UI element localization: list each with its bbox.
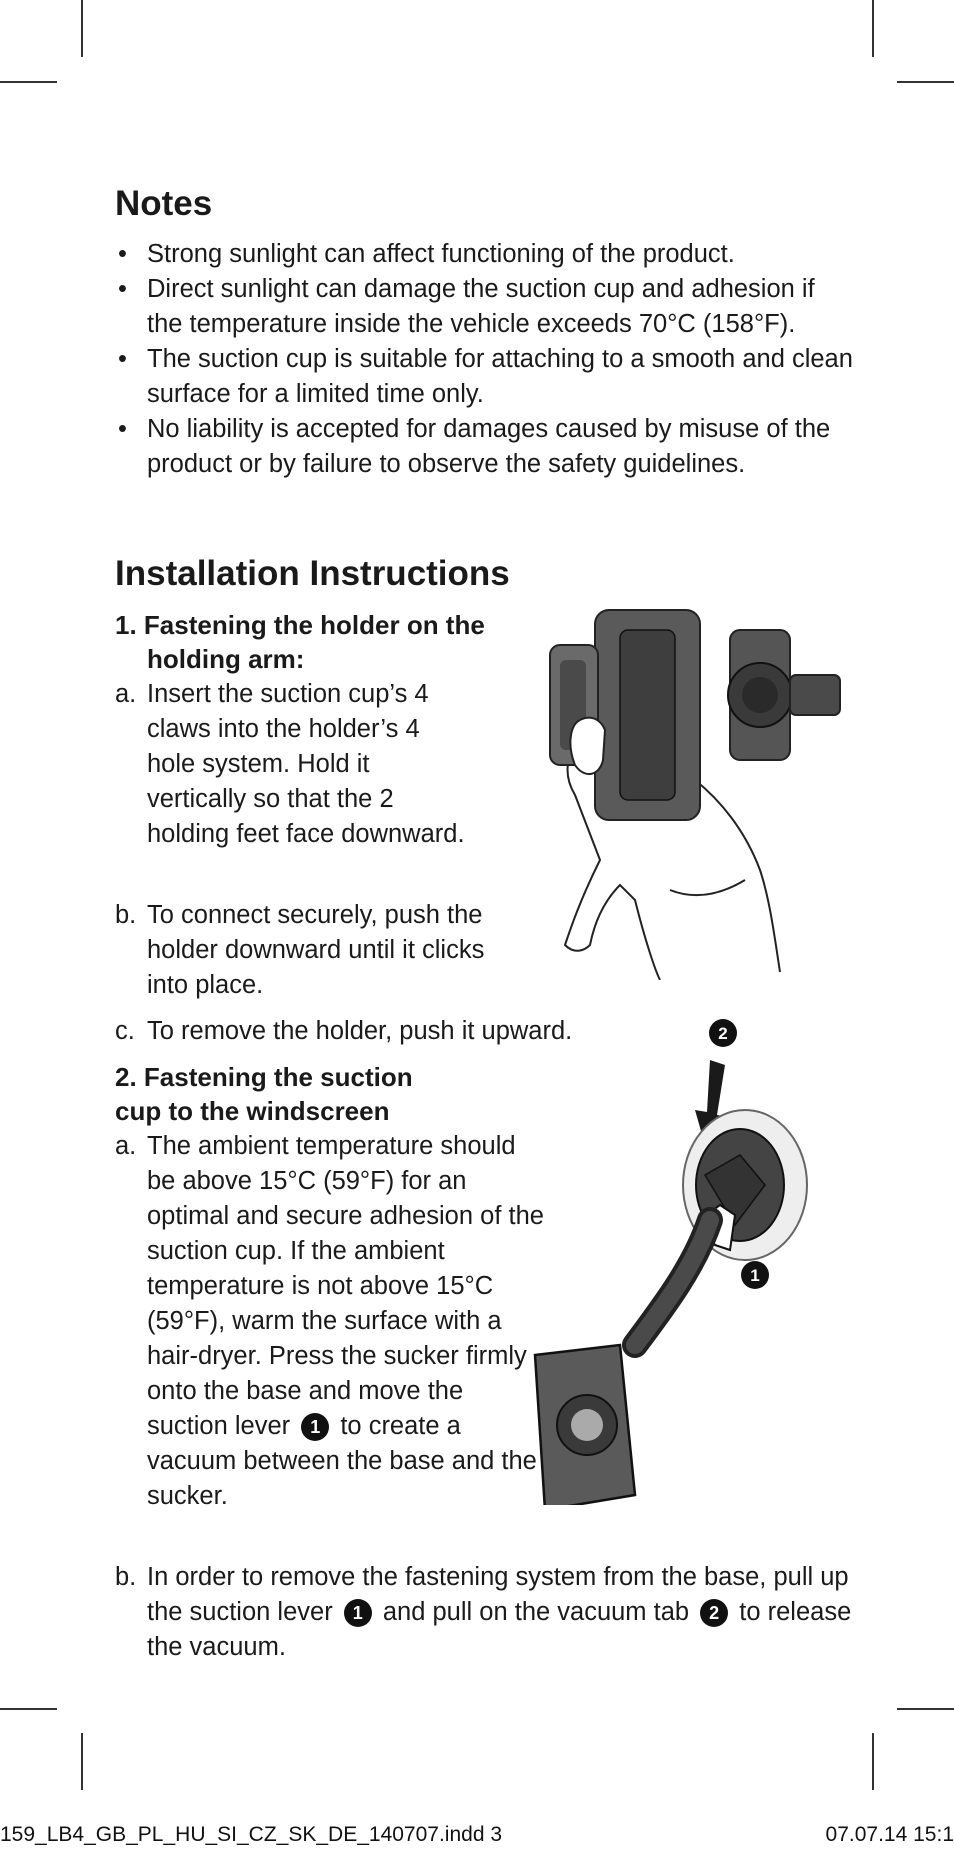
step2-item-b — [115, 1560, 867, 1665]
step1-heading-line2: holding arm: — [147, 644, 305, 674]
item-label: a. — [115, 1132, 137, 1160]
lever-number-badge: 1 — [301, 1413, 329, 1441]
installation-title: Installation Instructions — [115, 554, 510, 593]
notes-list — [115, 237, 855, 482]
crop-mark — [0, 1708, 57, 1710]
item-label: b. — [115, 901, 137, 929]
step2-heading — [115, 1060, 413, 1128]
crop-mark — [897, 1708, 954, 1710]
list-item: • Direct sunlight can damage the suction cup and adhesion if the temperature inside the vehicle exceeds 70°C (158°F). — [115, 272, 855, 342]
step1-item-a — [115, 677, 467, 852]
footer-date: 07.07.14 15:1 — [825, 1823, 954, 1846]
callout-2-label: 2 — [718, 1024, 728, 1043]
crop-mark — [872, 1733, 874, 1790]
step2-heading-line2: cup to the windscreen — [115, 1096, 390, 1126]
item-text: In order to remove the fastening system from the base, pull up the suction lever — [147, 1563, 849, 1626]
notes-title: Notes — [115, 184, 213, 223]
hand-fingers — [670, 880, 745, 895]
lever-number-badge: 1 — [344, 1599, 372, 1627]
crop-mark — [872, 0, 874, 57]
holder-panel — [620, 630, 675, 800]
mount-arm — [790, 675, 840, 715]
suction-arm-illustration — [525, 1005, 855, 1505]
crop-mark — [81, 0, 83, 57]
item-text: and pull on the vacuum tab — [382, 1598, 690, 1626]
thumb-outline — [570, 718, 605, 774]
item-label: c. — [115, 1017, 135, 1045]
item-text: to release the vacuum. — [147, 1598, 852, 1661]
item-text: To connect securely, push the holder downward until it clicks into place. — [147, 901, 485, 999]
crop-mark — [81, 1733, 83, 1790]
step1-item-b — [115, 898, 527, 1003]
item-label: a. — [115, 680, 137, 708]
list-item: • No liability is accepted for damages caused by misuse of the product or by failure to observe the safety guidelines. — [115, 412, 855, 482]
step2-item-a — [115, 1129, 547, 1514]
footer-filename: 159_LB4_GB_PL_HU_SI_CZ_SK_DE_140707.indd 3 — [0, 1823, 503, 1846]
item-label: b. — [115, 1563, 137, 1591]
crop-mark — [897, 81, 954, 83]
holder-illustration — [545, 600, 855, 980]
vacuum-tab-number-badge: 2 — [700, 1599, 728, 1627]
step1-heading-line1: 1. Fastening the holder on the — [115, 610, 485, 640]
crop-mark — [0, 81, 57, 83]
step2-heading-line1: 2. Fastening the suction — [115, 1062, 413, 1092]
list-item: • Strong sunlight can affect functioning of the product. — [115, 237, 855, 272]
step1-heading — [115, 608, 485, 676]
list-item: • The suction cup is suitable for attaching to a smooth and clean surface for a limited time only. — [115, 342, 855, 412]
hand-fingers — [695, 780, 780, 972]
callout-1-label: 1 — [750, 1266, 760, 1285]
item-text: Insert the suction cup’s 4 claws into the holder’s 4 hole system. Hold it vertically so that the 2 holding feet face downward. — [147, 680, 465, 848]
item-text: to create a vacuum between the base and the sucker. — [147, 1412, 537, 1510]
item-text: To remove the holder, push it upward. — [147, 1017, 573, 1045]
item-text: The ambient temperature should be above 15°C (59°F) for an optimal and secure adhesion of the suction cup. If the ambient temperature is not above 15°C (59°F), warm the surface with a hair-dryer. Press the sucker firmly onto the base and move the suction lever — [147, 1132, 544, 1440]
